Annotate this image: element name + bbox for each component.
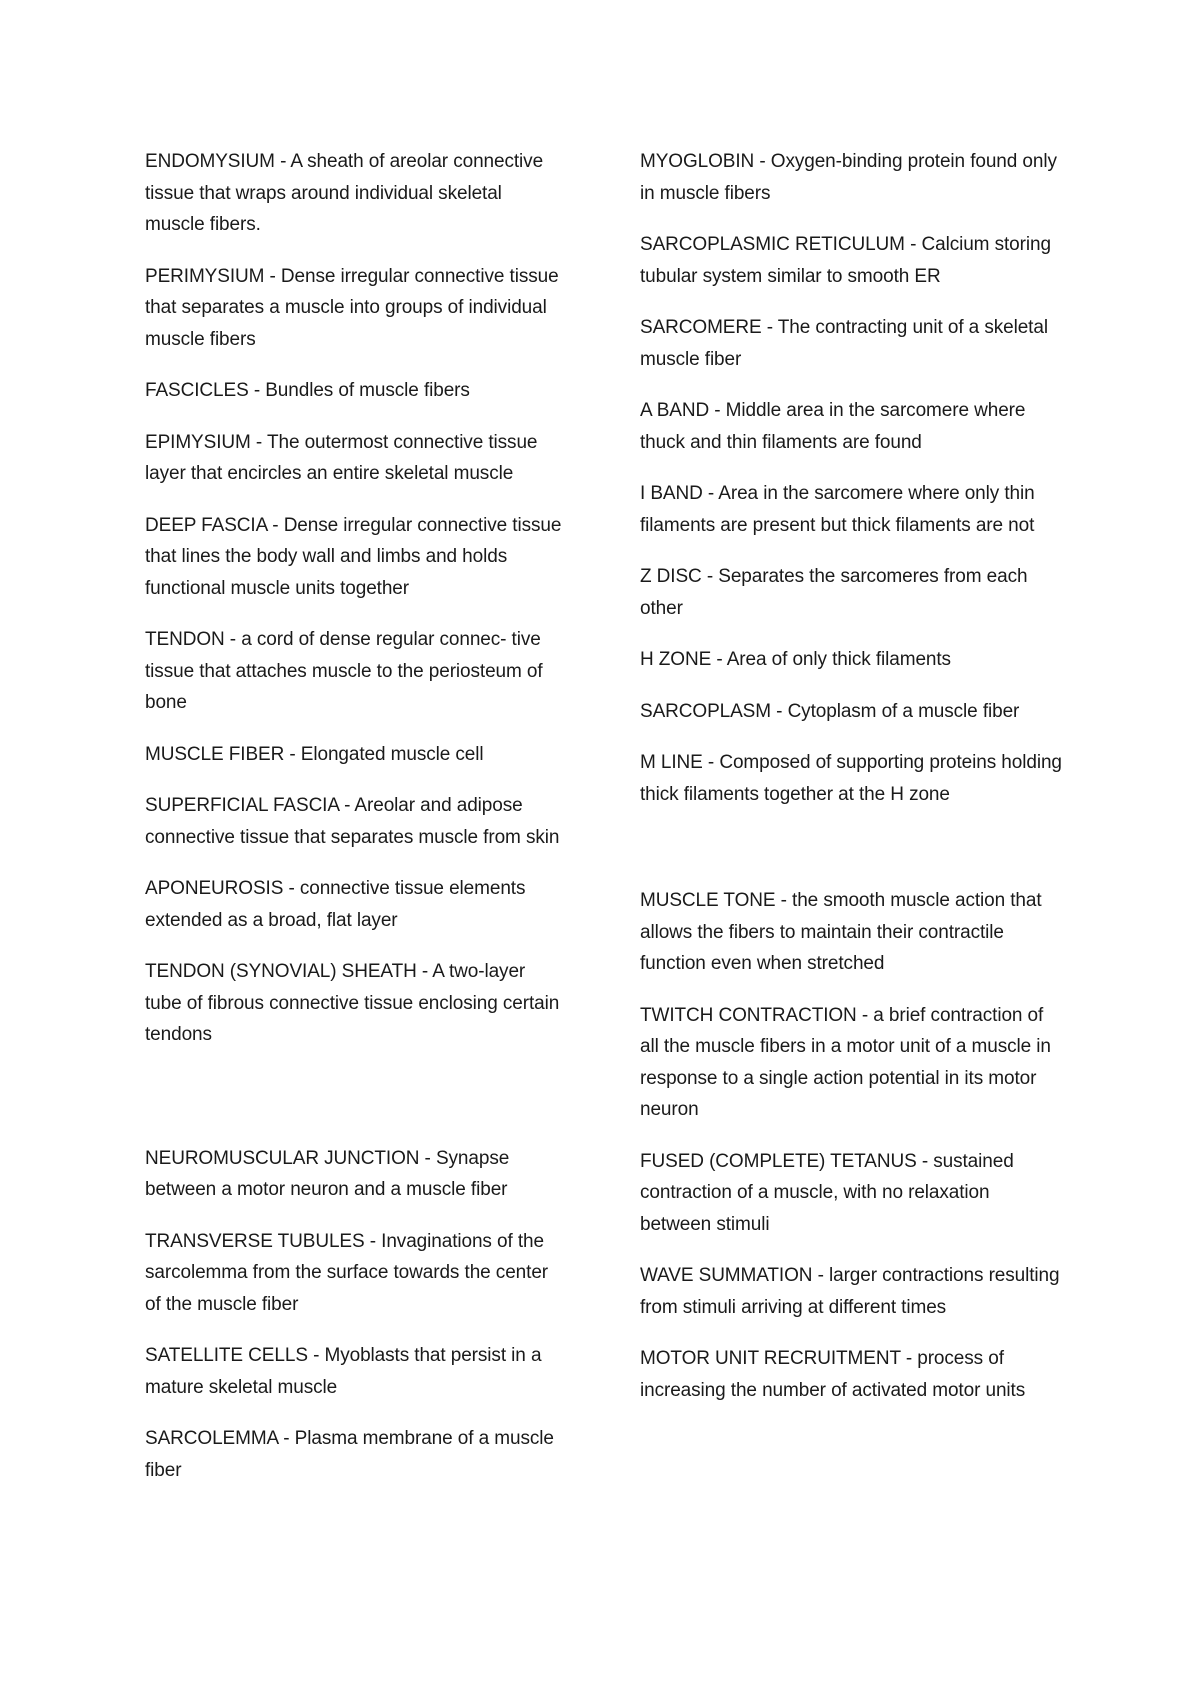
definition-perimysium: PERIMYSIUM - Dense irregular connective tissue that separates a muscle into groups of individual muscle fibers — [145, 265, 559, 350]
definition-motor-unit-recruitment: MOTOR UNIT RECRUITMENT - process of increasing the number of activated motor units — [640, 1348, 1026, 1401]
right-column — [640, 146, 1065, 1426]
column-gap — [145, 1071, 565, 1143]
definition-sarcomere: SARCOMERE - The contracting unit of a skeletal muscle fiber — [640, 317, 1048, 370]
definition-endomysium: ENDOMYSIUM - A sheath of areolar connective tissue that wraps around individual skeletal muscle fibers. — [145, 151, 544, 235]
definition-sarcoplasmic-reticulum: SARCOPLASMIC RETICULUM - Calcium storing tubular system similar to smooth ER — [640, 234, 1051, 287]
definition-sarcoplasm: SARCOPLASM - Cytoplasm of a muscle fiber — [640, 700, 1020, 722]
definition-a-band: A BAND - Middle area in the sarcomere where thuck and thin filaments are found — [640, 400, 1026, 453]
left-column — [145, 146, 565, 1506]
definition-aponeurosis: APONEUROSIS - connective tissue elements extended as a broad, flat layer — [145, 878, 526, 931]
definition-sarcolemma: SARCOLEMMA - Plasma membrane of a muscle fiber — [145, 1428, 554, 1481]
definition-superficial-fascia: SUPERFICIAL FASCIA - Areolar and adipose connective tissue that separates muscle from skin — [145, 795, 560, 848]
definition-muscle-fiber: MUSCLE FIBER - Elongated muscle cell — [145, 743, 484, 765]
definition-tendon-sheath: TENDON (SYNOVIAL) SHEATH - A two-layer tube of fibrous connective tissue enclosing certain tendons — [145, 961, 560, 1045]
definition-myoglobin: MYOGLOBIN - Oxygen-binding protein found only in muscle fibers — [640, 151, 1057, 204]
definition-transverse-tubules: TRANSVERSE TUBULES - Invaginations of the sarcolemma from the surface towards the center of the muscle fiber — [145, 1230, 549, 1315]
definition-i-band: I BAND - Area in the sarcomere where only thin filaments are present but thick filaments are not — [640, 483, 1035, 536]
definition-wave-summation: WAVE SUMMATION - larger contractions resulting from stimuli arriving at different times — [640, 1265, 1060, 1318]
definition-tendon: TENDON - a cord of dense regular connec- tive tissue that attaches muscle to the periosteum of bone — [145, 629, 543, 713]
definition-z-disc: Z DISC - Separates the sarcomeres from each other — [640, 566, 1028, 619]
column-gap — [640, 830, 1065, 885]
definition-m-line: M LINE - Composed of supporting proteins holding thick filaments together at the H zone — [640, 752, 1062, 805]
definition-twitch-contraction: TWITCH CONTRACTION - a brief contraction of all the muscle fibers in a motor unit of a muscle in response to a single action potential in its motor neuron — [640, 1004, 1051, 1120]
definition-deep-fascia: DEEP FASCIA - Dense irregular connective tissue that lines the body wall and limbs and holds functional muscle units together — [145, 514, 562, 599]
definition-fascicles: FASCICLES - Bundles of muscle fibers — [145, 380, 470, 401]
definition-neuromuscular-junction: NEUROMUSCULAR JUNCTION - Synapse between a motor neuron and a muscle fiber — [145, 1147, 510, 1200]
definition-h-zone: H ZONE - Area of only thick filaments — [640, 649, 951, 670]
definition-fused-tetanus: FUSED (COMPLETE) TETANUS - sustained contraction of a muscle, with no relaxation between stimuli — [640, 1150, 1014, 1235]
definition-epimysium: EPIMYSIUM - The outermost connective tissue layer that encircles an entire skeletal muscle — [145, 431, 538, 484]
definition-satellite-cells: SATELLITE CELLS - Myoblasts that persist in a mature skeletal muscle — [145, 1345, 542, 1398]
definition-muscle-tone: MUSCLE TONE - the smooth muscle action that allows the fibers to maintain their contractile function even when stretched — [640, 890, 1042, 974]
